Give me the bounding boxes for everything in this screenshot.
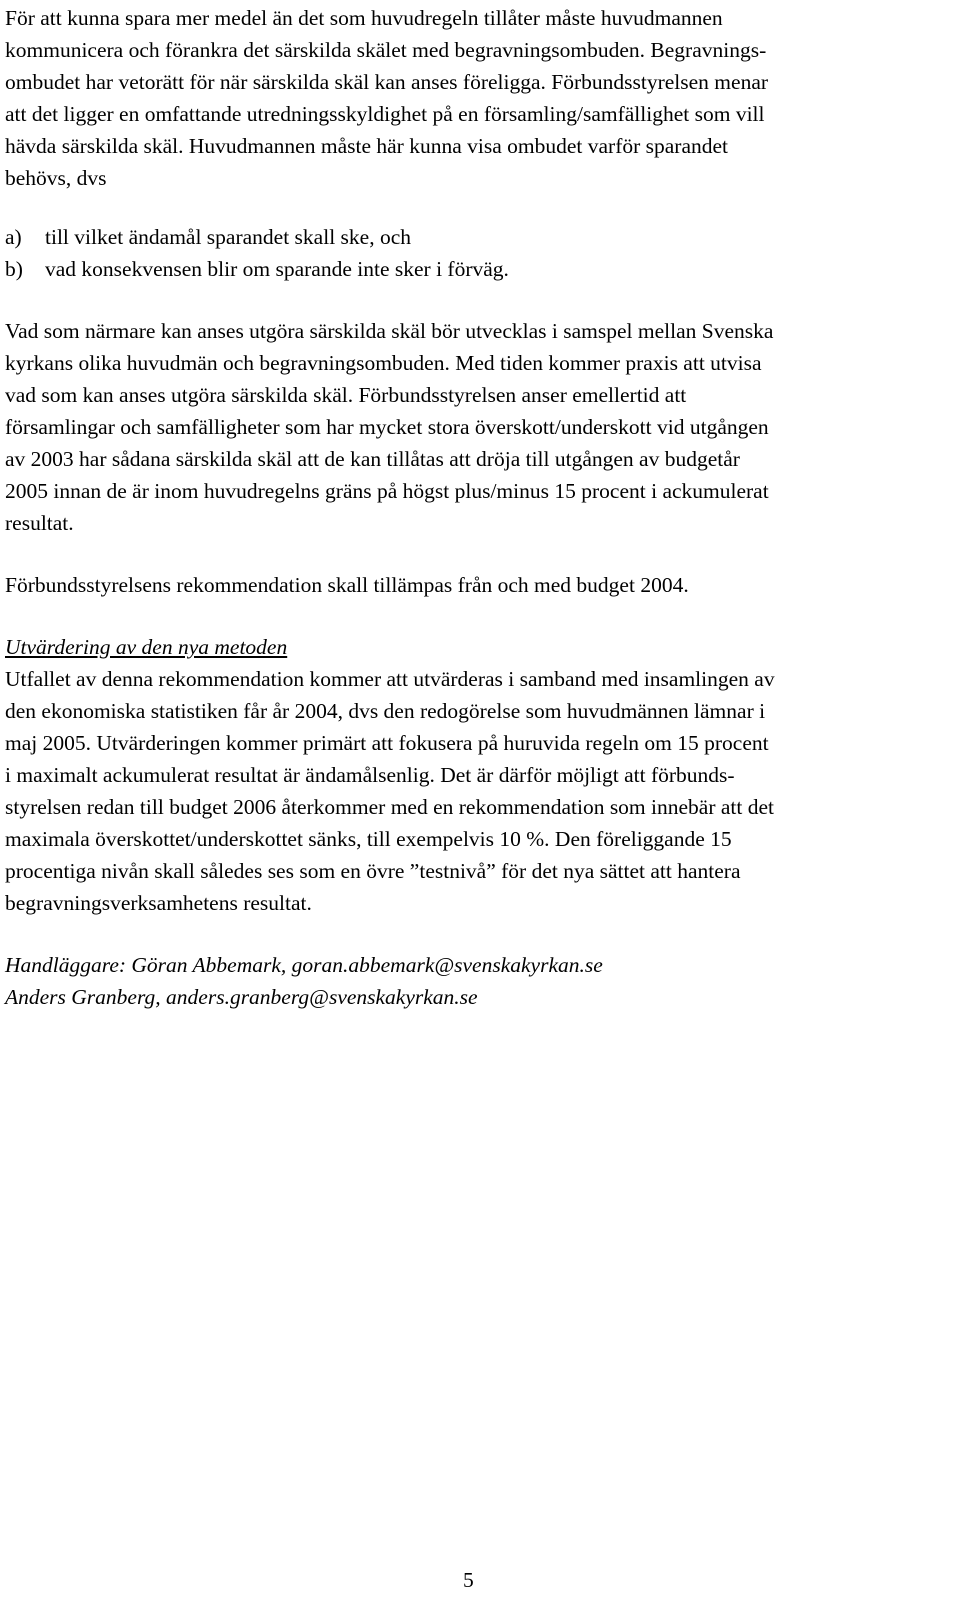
list-marker: b) <box>5 257 23 281</box>
text-line: Förbundsstyrelsens rekommendation skall tillämpas från och med budget 2004. <box>5 573 689 597</box>
paragraph-special-reasons <box>5 315 950 539</box>
text-line: i maximalt ackumulerat resultat är ändamålsenlig. Det är därför möjligt att förbunds- <box>5 763 735 787</box>
section-heading: Utvärdering av den nya metoden <box>5 635 288 659</box>
list-item <box>5 253 950 285</box>
paragraph-saving-reasons <box>5 2 950 194</box>
text-line: Vad som närmare kan anses utgöra särskilda skäl bör utvecklas i samspel mellan Svenska <box>5 319 774 343</box>
text-line: ombudet har vetorätt för när särskilda skäl kan anses föreligga. Förbundsstyrelsen menar <box>5 70 769 94</box>
text-line: kyrkans olika huvudmän och begravningsombuden. Med tiden kommer praxis att utvisa <box>5 351 762 375</box>
list-item-text: vad konsekvensen blir om sparande inte sker i förväg. <box>45 257 509 281</box>
page-number: 5 <box>463 1568 474 1592</box>
text-line: vad som kan anses utgöra särskilda skäl. Förbundsstyrelsen anser emellertid att <box>5 383 687 407</box>
text-line: behövs, dvs <box>5 166 107 190</box>
paragraph-recommendation <box>5 569 950 601</box>
text-line: För att kunna spara mer medel än det som huvudregeln tillåter måste huvudmannen <box>5 6 723 30</box>
list-item-text: till vilket ändamål sparandet skall ske, och <box>45 225 411 249</box>
text-line: maj 2005. Utvärderingen kommer primärt att fokusera på huruvida regeln om 15 procent <box>5 731 769 755</box>
paragraph-evaluation <box>5 663 950 919</box>
text-line: maximala överskottet/underskottet sänks, till exempelvis 10 %. Den föreliggande 15 <box>5 827 732 851</box>
text-line: Utfallet av denna rekommendation kommer att utvärderas i samband med insamlingen av <box>5 667 775 691</box>
document-page <box>5 0 950 1013</box>
text-line: resultat. <box>5 511 74 535</box>
list-item <box>5 221 950 253</box>
text-line: att det ligger en omfattande utredningsskyldighet på en församling/samfällighet som vill <box>5 102 765 126</box>
text-line: församlingar och samfälligheter som har mycket stora överskott/underskott vid utgången <box>5 415 769 439</box>
text-line: den ekonomiska statistiken får år 2004, dvs den redogörelse som huvudmännen lämnar i <box>5 699 766 723</box>
text-line: hävda särskilda skäl. Huvudmannen måste här kunna visa ombudet varför sparandet <box>5 134 729 158</box>
list-marker: a) <box>5 225 22 249</box>
text-line: styrelsen redan till budget 2006 återkommer med en rekommendation som innebär att det <box>5 795 775 819</box>
contact-line: Handläggare: Göran Abbemark, goran.abbemark@svenskakyrkan.se <box>5 953 603 977</box>
text-line: av 2003 har sådana särskilda skäl att de kan tillåtas att dröja till utgången av budgetår <box>5 447 740 471</box>
contact-block <box>5 949 950 1013</box>
text-line: begravningsverksamhetens resultat. <box>5 891 312 915</box>
text-line: 2005 innan de är inom huvudregelns gräns på högst plus/minus 15 procent i ackumulerat <box>5 479 769 503</box>
text-line: kommunicera och förankra det särskilda skälet med begravningsombuden. Begravnings- <box>5 38 767 62</box>
contact-line: Anders Granberg, anders.granberg@svenskakyrkan.se <box>5 985 478 1009</box>
text-line: procentiga nivån skall således ses som en övre ”testnivå” för det nya sättet att hantera <box>5 859 741 883</box>
reasons-list <box>5 221 950 285</box>
